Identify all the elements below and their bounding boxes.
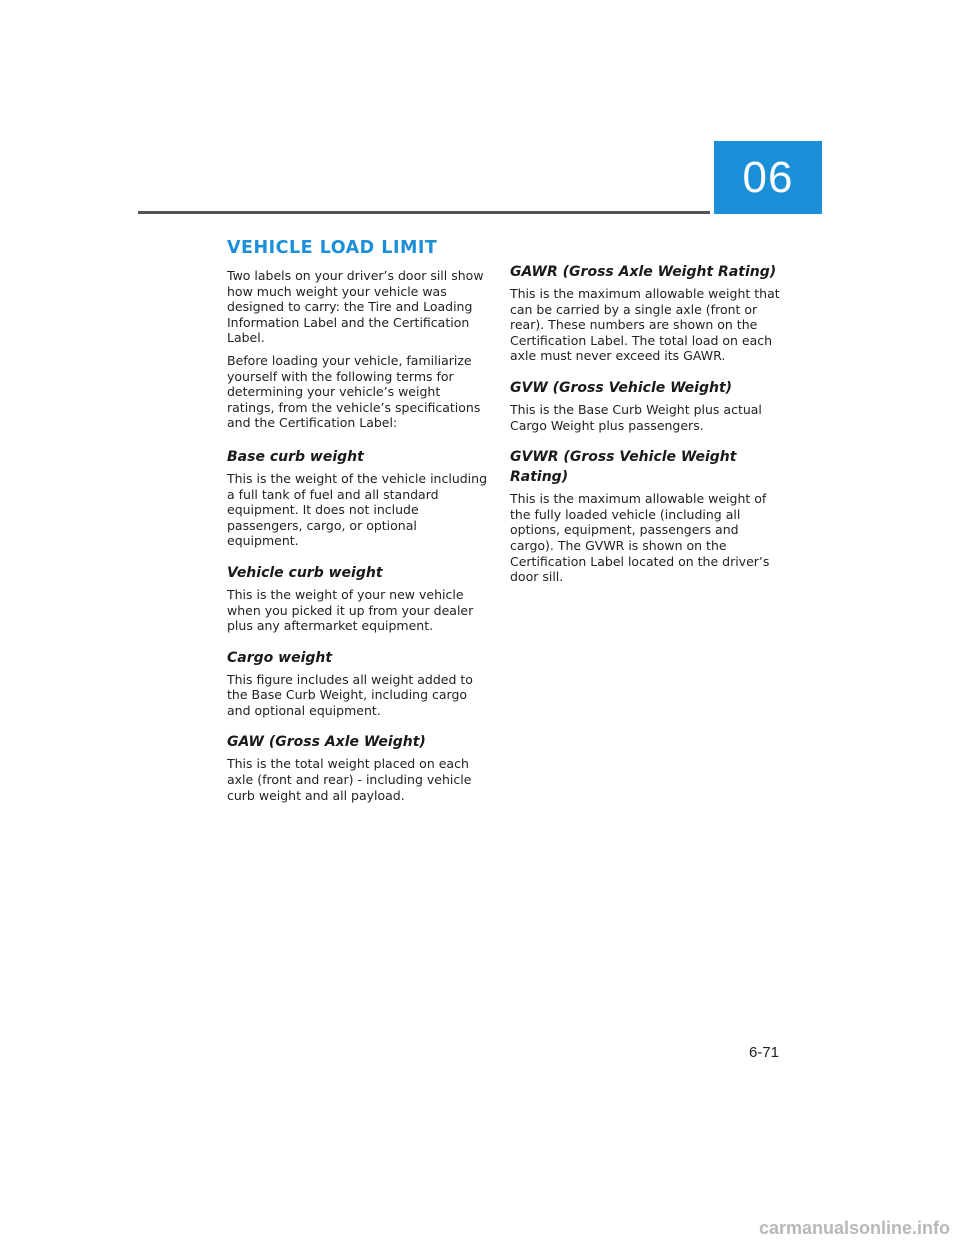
intro-paragraph-1: Two labels on your driver’s door sill show how much weight your vehicle was designed to carry: the Tire and Loading Information Label and the Certification Label. — [227, 268, 484, 346]
chapter-tab: 06 — [714, 141, 822, 214]
term-text: This is the Base Curb Weight plus actual Cargo Weight plus passengers. — [510, 401, 762, 433]
term-cargo-weight — [227, 648, 489, 719]
term-title: GAWR (Gross Axle Weight Rating) — [510, 264, 777, 280]
term-gvw — [510, 378, 780, 433]
term-base-curb-weight — [227, 447, 489, 549]
header-rule — [138, 211, 710, 214]
term-gvwr — [510, 447, 780, 585]
term-text: This figure includes all weight added to the Base Curb Weight, including cargo and optional equipment. — [227, 671, 473, 718]
term-gaw — [227, 732, 489, 803]
section-title: VEHICLE LOAD LIMIT — [227, 238, 438, 258]
page-number: 6-71 — [748, 1044, 779, 1061]
term-title: GAW (Gross Axle Weight) — [227, 734, 426, 751]
term-title: GVW (Gross Vehicle Weight) — [510, 379, 733, 396]
term-text: This is the weight of the vehicle including a full tank of fuel and all standard equipment. It does not include passengers, cargo, or optional equipment. — [227, 470, 488, 549]
term-title: Vehicle curb weight — [227, 564, 383, 581]
term-vehicle-curb-weight — [227, 563, 489, 634]
term-text: This is the maximum allowable weight that can be carried by a single axle (front or rear). These numbers are shown on the Certification Label. The total load on each axle must never exceed its GAWR. — [510, 286, 780, 364]
intro-paragraph-2: Before loading your vehicle, familiarize yourself with the following terms for determining your vehicle’s weight ratings, from the vehicle’s specifications and the Certification Label: — [227, 352, 481, 431]
term-text: This is the total weight placed on each axle (front and rear) - including vehicle curb weight and all payload. — [227, 756, 472, 803]
term-title: Cargo weight — [227, 649, 333, 666]
right-column — [510, 262, 780, 599]
term-gawr — [510, 262, 780, 364]
watermark: carmanualsonline.info — [758, 1218, 950, 1238]
term-title: GVWR (Gross Vehicle Weight Rating) — [510, 449, 737, 486]
term-title: Base curb weight — [227, 448, 364, 465]
term-text: This is the weight of your new vehicle when you picked it up from your dealer plus any aftermarket equipment. — [227, 586, 474, 634]
left-column — [227, 236, 489, 817]
term-text: This is the maximum allowable weight of the fully loaded vehicle (including all options, equipment, passengers and cargo). The GVWR is shown on the Certification Label located on the driver’s door sill. — [510, 491, 770, 585]
